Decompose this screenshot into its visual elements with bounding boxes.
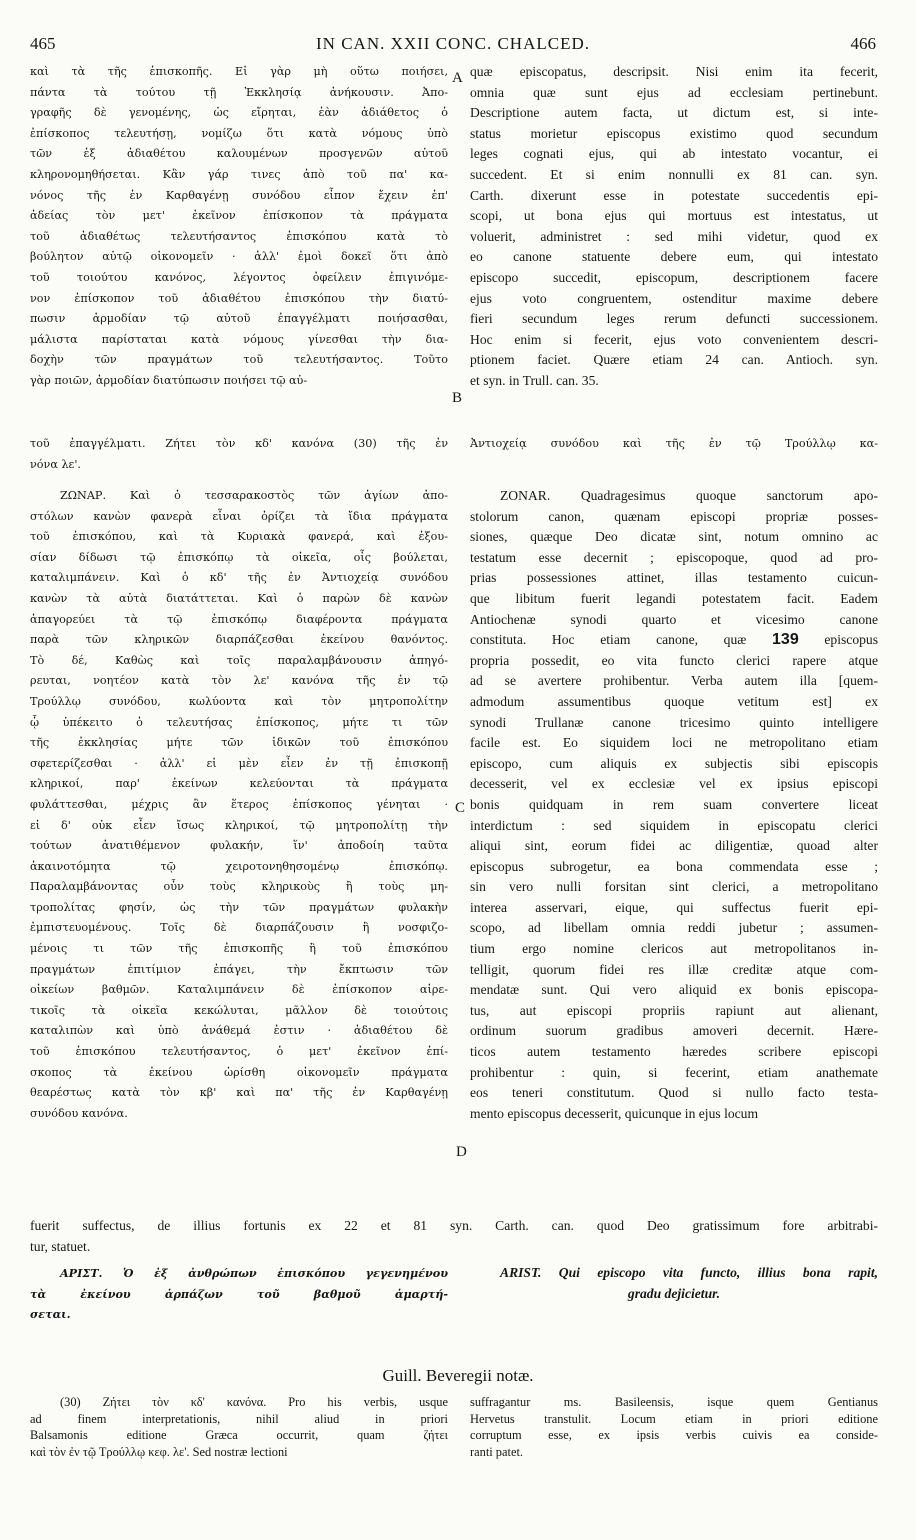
latin-span-paragraph [30, 1216, 878, 1257]
greek-top-line: γραφῆς δὲ γενομένης, ὡς εἴρηται, ἐὰν ἀδιάθετος ὁ [30, 106, 448, 120]
notes-right-line: Hervetus transtulit. Locum etiam in priori editione [470, 1411, 878, 1426]
arist-greek-line: ΑΡΙΣΤ. Ὁ ἐξ ἀνθρώπων ἐπισκόπου γεγενημένου [60, 1266, 448, 1280]
arist-latin-line: ARIST. Qui episcopo vita functo, illius bona rapit, [500, 1265, 878, 1280]
latin-span-line: tur, statuet. [30, 1238, 91, 1254]
arist-greek [30, 1263, 448, 1325]
greek-zonaras-line: παρὰ τῶν κληρικῶν διαρπάζεσθαι ἐκείνου θανόντος. [30, 633, 448, 647]
greek-zonaras-line: σκοπος τὰ ἐκείνου ὡρίσθη οἰκονομεῖν πράγματα [30, 1065, 448, 1079]
latin-zonaras-line: aliqui sint, eorum fidei ac diligentiæ, quoad alter [470, 838, 878, 854]
margin-marker-a: A [452, 70, 463, 86]
greek-zonaras-line: Παραλαμβάνοντας οὖν τοὺς κληρικοὺς ἢ τοὺς μη- [30, 880, 448, 894]
greek-top-line: νόνος τῆς ἐν Καρθαγένῃ συνόδου εἶπον ἔχειν ἐπ' [30, 188, 448, 202]
latin-top-line: Descriptione autem facta, ut dictum est, si inte- [470, 105, 878, 121]
greek-top-line: κληρονομηθήσεται. Κἂν γάρ τινες ἀπὸ τοῦ πα' κα- [30, 167, 448, 181]
latin-zonaras-line: tium ergo nomine clericos aut metropolitanos in- [470, 941, 878, 957]
latin-column-top [470, 62, 878, 392]
arist-greek-line: τὰ ἐκείνου ἁρπάζων τοῦ βαθμοῦ ἁμαρτή- [30, 1286, 448, 1301]
latin-zonaras-line: decesserit, vel ex ecclesiæ vel ex ipsius episcopi [470, 776, 878, 792]
latin-top-line: Carth. dixerunt esse in potestate succedentis epi- [470, 187, 878, 203]
greek-zonaras-line: εἰ δ' οὐκ εἶεν ἴσως κληρικοί, τῷ μητροπολίτῃ τὴν [30, 818, 448, 832]
latin-zonaras-line: mento episcopus decesserit, quicunque in ejus locum [470, 1105, 759, 1121]
greek-zonaras-line: καταλιμπάνειν. Καὶ ὁ κδ' τῆς ἐν Ἀντιοχείᾳ συνόδου [30, 571, 448, 585]
greek-top-line: ἀδείας τὸν μετ' ἐκεῖνον ἐπίσκοπον τὰ πράγματα [30, 209, 448, 223]
latin-zonaras-line: que libitum fuerit legandi potestatem facit. Eadem [470, 590, 878, 606]
greek-span-line [30, 434, 878, 455]
latin-zonaras-line: prohibentur : quin, si fecerint, etiam anathemate [470, 1064, 878, 1080]
greek-zonaras-line: μένοις τι τῶν τῆς ἐπισκοπῆς ἢ τοῦ ἐπισκόπου [30, 942, 448, 956]
greek-zonaras-line: ἀπαγορεύει τὰ τῷ ἐπισκόπῳ διαφέροντα πράγματα [30, 612, 448, 626]
latin-span-line: fuerit suffectus, de illius fortunis ex 22 et 81 syn. Carth. can. quod Deo gratissimum fore arbitrabi- [30, 1218, 878, 1233]
greek-column-top [30, 62, 448, 392]
greek-zonaras-line: τοῦ ἐπισκόπου, καὶ τὰ Κυριακὰ φανερά, καὶ ἐξου- [30, 530, 448, 544]
latin-top-line: omnia quæ sunt ejus ad ecclesiam pertinebunt. [470, 84, 878, 100]
greek-top-line: νον ἐπίσκοπον τοῦ ἀδιαθέτου ἐπισκόπου τὴν διατύ- [30, 291, 448, 305]
latin-zonaras-line: mendatæ sunt. Qui vero aliquid ex bonis episcopa- [470, 982, 878, 998]
notes-left-line: ad finem interpretationis, nihil aliud in priori [30, 1411, 448, 1426]
greek-top-line: βούλητον αὐτῷ οἰκονομεῖν · ἀλλ' ἐμοὶ δοκεῖ ὅτι ἀπὸ [30, 250, 448, 264]
greek-zonaras-line: τροπολίτας φησίν, ὡς τὴν τῶν πραγμάτων φυλακὴν [30, 900, 448, 914]
latin-top-line: voluerit, administret : sed mihi videtur, quod ex [470, 228, 878, 244]
margin-marker-c: C [455, 800, 466, 816]
arist-latin-line: gradu dejicietur. [627, 1285, 721, 1301]
latin-zonaras-line: stolorum canon, quænam episcopi propriæ posses- [470, 508, 878, 524]
latin-zonaras-line: telligit, quorum fidei res illæ creditæ atque com- [470, 961, 878, 977]
greek-column-zonaras [30, 486, 448, 1124]
notes-title: Guill. Beveregii notæ. [382, 1366, 534, 1385]
notes-right-line: ranti patet. [470, 1444, 523, 1459]
greek-top-line: ἐπίσκοπος τελευτήσῃ, νομίζω ὅτι κατὰ νόμους ὑπὸ [30, 126, 448, 140]
greek-zonaras-line: Τρούλλῳ συνόδου, κωλύοντα καὶ τὸν μητροπολίτην [30, 694, 448, 708]
greek-top-line: μάλιστα παρίσταται κατὰ νόμους γίνεσθαι τὴν δια- [30, 332, 448, 346]
greek-zonaras-line: πραγμάτων ἐπιτίμιον ἐπάγει, τὴν ἔκπτωσιν τῶν [30, 962, 448, 976]
latin-zonaras-line: bonis quidquam in rem suam convertere liceat [470, 796, 878, 812]
latin-zonaras-line: prias possessiones attinet, illas testamento cuicun- [470, 570, 878, 586]
greek-top-line: γὰρ ποιῶν, ἁρμοδίαν διατύπωσιν ποιήσει τῷ αὐ- [30, 373, 308, 387]
greek-zonaras-line: οἰκείων βαθμῶν. Καταλιμπάνειν δὲ ἐπίσκοπον αἱρε- [30, 983, 448, 997]
latin-zonaras-line: sin vero nulli forsitan sint clerici, a metropolitano [470, 879, 878, 895]
latin-top-line: episcopo succedit, episcopum, descriptionem facere [470, 269, 878, 285]
margin-marker-b: B [452, 390, 463, 406]
greek-zonaras-line: θεαρέστως κατὰ τὸν κβ' καὶ πα' τῆς ἐν Καρθαγένῃ [30, 1086, 448, 1100]
page-number-left: 465 [30, 34, 56, 53]
latin-zonaras-line: ordinum suorum gradibus amoveri decernit. Hære- [470, 1023, 878, 1039]
greek-zonaras-line: ρευται, νοητέον κατὰ τὸν λε' κανόνα τῆς ἐν τῷ [30, 674, 448, 688]
latin-zonaras-line [470, 630, 878, 651]
greek-zonaras-line: ᾧ ὑπέκειτο ὁ τελευτήσας ἐπίσκοπος, μήτε τι τῶν [30, 715, 448, 729]
greek-top-line: τοῦ ἀδιαθέτως τελευτήσαντος ἐπισκόπου κατὰ τὸ [30, 229, 448, 243]
latin-top-line: leges cognati ejus, qui ab intestato vocantur, ei [470, 146, 878, 162]
latin-top-line: succedent. Et si enim nonnulli ex 81 can. syn. [470, 166, 878, 182]
latin-zonaras-line: ad se avertere prohibentur. Verba autem illa [quem- [470, 673, 878, 689]
greek-zonaras-line: φυλάττεσθαι, μέχρις ἂν ἕτερος ἐπίσκοπος γένηται · [30, 797, 448, 811]
latin-zonaras-line: episcopus subrogetur, ea bona commendata esse ; [470, 858, 878, 874]
notes-right [470, 1394, 878, 1460]
greek-zonaras-line: κανὼν τὰ αὐτὰ διατάττεται. Καὶ ὁ παρὼν δὲ κανὼν [30, 591, 448, 605]
notes-left-line: Balsamonis editione Græca occurrit, quam ζήτει [30, 1428, 448, 1442]
latin-column-zonaras [470, 486, 878, 1124]
page-number-right: 466 [850, 34, 876, 53]
greek-zonaras-line: τοῦ ἐπισκόπου τελευτήσαντος, ὁ μετ' ἐκεῖνον ἐπί- [30, 1045, 448, 1059]
latin-top-line: status morietur episcopus existimo quod secundum [470, 125, 878, 141]
latin-zonaras-line: Antiochenæ synodi quarto et vicesimo canone [470, 611, 878, 627]
greek-top-line: καὶ τὰ τῆς ἐπισκοπῆς. Εἰ γὰρ μὴ οὕτω ποιήσει, [30, 65, 448, 78]
latin-zonaras-line: interea asservari, eique, qui suffectus fuerit epi- [470, 899, 878, 915]
latin-zonaras-text: constituta. Hoc etiam canone, quæ [470, 632, 773, 648]
greek-zonaras-line: ἀκαινοτόμητα τῷ χειροτονηθησομένῳ ἐπισκόπῳ. [30, 859, 448, 873]
greek-zonaras-line: σφετερίζεσθαι · ἀλλ' εἰ μὲν εἶεν ἐν τῇ ἐπισκοπῇ [30, 756, 448, 770]
greek-zonaras-line: ἐμπιστευομένους. Τοῖς δὲ διαρπάζουσιν ἢ νοσφιζο- [30, 921, 448, 935]
column-number: 139 [772, 631, 799, 649]
greek-zonaras-line: ΖΩΝΑΡ. Καὶ ὁ τεσσαρακοστὸς τῶν ἁγίων ἀπο- [60, 489, 448, 502]
latin-zonaras-line: ZONAR. Quadragesimus quoque sanctorum apo- [500, 488, 878, 503]
latin-zonaras-line: testatum esse decernit ; episcopoque, quod ad pro- [470, 549, 878, 565]
latin-zonaras-line: tus, aut episcopi propriis rapiunt aut alienant, [470, 1002, 878, 1018]
greek-top-line: πάντα τὰ τούτου τῇ Ἐκκλησίᾳ ἀνήκουσιν. Ἀπο- [30, 85, 448, 99]
latin-top-line: ptionem faciet. Quære etiam 24 can. Antioch. syn. [470, 352, 878, 368]
latin-top-line: eo canone statuente debere eum, qui intestato [470, 249, 878, 265]
latin-zonaras-line: eos teneri constitutum. Quod si nullo facto testa- [470, 1085, 878, 1101]
greek-zonaras-line: στόλων κανὼν φανερὰ εἶναι ὁρίζει τὰ ἴδια πράγματα [30, 509, 448, 523]
notes-right-line: corruptum esse, ex ipsis verbis cuivis ea conside- [470, 1428, 878, 1442]
notes-right-line: suffragantur ms. Basileensis, isque quem Gentianus [470, 1395, 878, 1409]
latin-top-line: scopi, ut bona ejus qui mortuus est intestatus, ut [470, 208, 878, 224]
latin-zonaras-line: interdictum : sed siquidem in episcopatu clerici [470, 817, 878, 833]
greek-zonaras-line: τούτων ἀνατιθέμενον φυλακήν, ἵν' ἀποδοίη ταῦτα [30, 839, 448, 853]
greek-zonaras-line: τικοῖς τὰ οἰκεῖα κεκώλυται, μᾶλλον δὲ τοιούτοις [30, 1003, 448, 1017]
greek-span-left: τοῦ ἐπαγγέλματι. Ζήτει τὸν κδ' κανόνα (30) τῆς ἐν [30, 437, 448, 450]
greek-top-line: πωσιν ἁρμοδίαν τῷ αὐτοῦ ἐπαγγέλματι ποιήσασθαι, [30, 312, 448, 326]
latin-top-line: quæ episcopatus, descripsit. Nisi enim ita fecerit, [470, 64, 878, 79]
latin-top-line: et syn. in Trull. can. 35. [470, 372, 599, 388]
greek-top-line: δοχὴν τῶν πραγμάτων τοῦ τελευτήσαντος. Τοῦτο [30, 353, 448, 367]
latin-zonaras-line: episcopo, cum aliquis ex subjectis sibi episcopis [470, 755, 878, 771]
greek-zonaras-line: συνόδου κανόνα. [30, 1106, 128, 1120]
notes-left-line: καὶ τὸν ἐν τῷ Τρούλλῳ κεφ. λε'. Sed nostræ lectioni [30, 1444, 288, 1459]
greek-zonaras-line: κληρικοί, παρ' ἐκείνων κελεύονται τὰ πράγματα [30, 777, 448, 791]
greek-span-right: Ἀντιοχείᾳ συνόδου καὶ τῆς ἐν τῷ Τρούλλῳ κα- [470, 437, 878, 450]
greek-zonaras-line: σίαν δίδωσι τῷ ἐπισκόπῳ τὰ οἰκεῖα, οἷς βούλεται, [30, 550, 448, 564]
greek-zonaras-line: καταλιπὼν καὶ ὑπὸ ἀνάθεμά ἐστιν · ἀδιαθέτου δὲ [30, 1024, 448, 1038]
greek-zonaras-line: τῆς ἐκκλησίας μήτε τῶν ἰδικῶν τοῦ ἐπισκόπου [30, 736, 448, 750]
latin-zonaras-line: scopo, ad libellam omnia reddi jubetur ; assumen- [470, 920, 878, 936]
greek-zonaras-line: Τὸ δέ, Καθὼς καὶ τοῖς παραλαμβάνουσιν ἀπηγό- [30, 653, 448, 667]
latin-zonaras-line: propria possedit, eo vita functo clerici rapere atque [470, 652, 878, 668]
arist-greek-line: σεται. [30, 1307, 71, 1322]
latin-zonaras-line: ticos autem testamento hæredes scribere episcopi [470, 1044, 878, 1060]
greek-span-line-2 [30, 455, 878, 476]
greek-top-line: τοῦ τοιούτου κανόνος, λέγοντος ὀφείλειν ἐπιγινόμε- [30, 270, 448, 284]
greek-span-end: νόνα λε'. [30, 458, 81, 471]
margin-marker-d: D [456, 1144, 467, 1160]
latin-top-line: fieri secundum leges rerum defuncti successionem. [470, 311, 878, 327]
running-title: IN CAN. XXII CONC. CHALCED. [316, 34, 590, 53]
running-header [30, 34, 876, 56]
latin-zonaras-line: admodum assumentibus quoque vetitum est] ex [470, 693, 878, 709]
notes-left-line: (30) Ζήτει τὸν κδ' κανόνα. Pro his verbis, usque [60, 1395, 448, 1409]
notes-left [30, 1394, 448, 1460]
latin-top-line: Hoc enim si fecerit, ejus voto convenientem descri- [470, 331, 878, 347]
latin-zonaras-line: siones, quæque Deo dicatæ sint, notum omnino ac [470, 529, 878, 545]
greek-top-line: τῶν ἐξ ἀδιαθέτου καλουμένων προσγενῶν αὐτοῦ [30, 147, 448, 161]
latin-zonaras-line: facile est. Eo siquidem loci ne metropolitano etiam [470, 735, 878, 751]
latin-zonaras-line: synodi Trullanæ canone tricesimo quinto intelligere [470, 714, 878, 730]
latin-zonaras-text: episcopus [798, 632, 878, 648]
latin-top-line: ejus voto congruentem, ostenditur maxime debere [470, 290, 878, 306]
arist-latin [470, 1263, 878, 1304]
